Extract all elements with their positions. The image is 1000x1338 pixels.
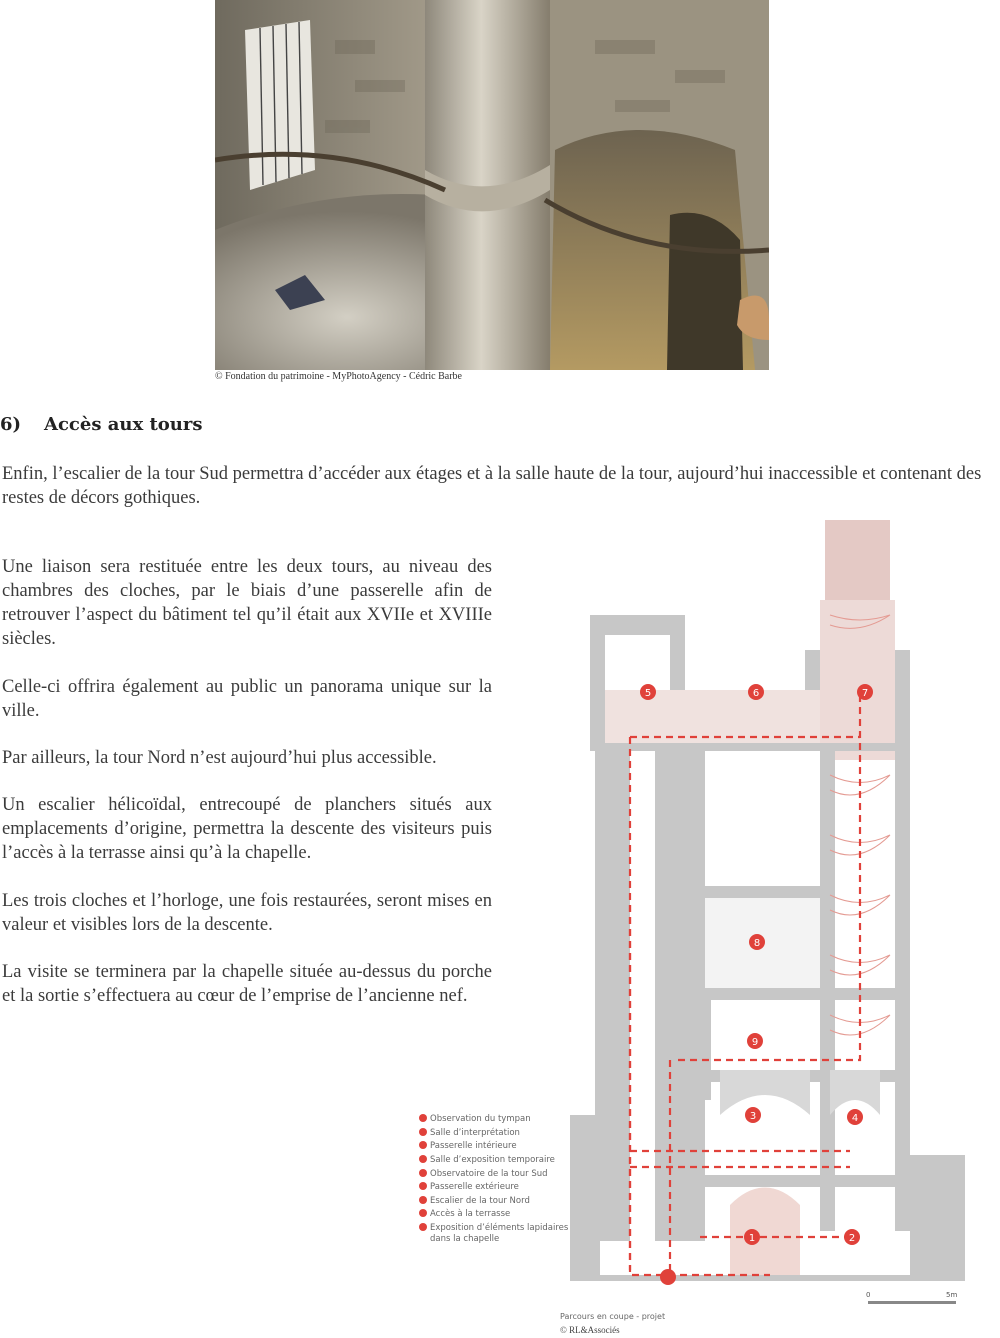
section-heading [0,414,203,435]
legend-item [419,1181,519,1192]
svg-text:3: 3 [749,1111,757,1122]
legend-label: Passerelle extérieure [430,1182,519,1192]
legend-item [419,1222,569,1233]
paragraph-liaison: Une liaison sera restituée entre les deux tours, au niveau des chambres des cloches, par le biais d’une passerelle afin de retrouver l’aspect du bâtiment tel qu’il était aux XVIIe et XVIIIe siècles. [2,557,492,649]
paragraph-panorama: Celle-ci offrira également au public un panorama unique sur la ville. [2,677,492,721]
legend-item [419,1114,531,1124]
legend-label: Observatoire de la tour Sud [430,1169,548,1179]
scale-bar [866,1291,957,1304]
scale-start: 0 [866,1291,871,1299]
paragraph-escalier: Un escalier hélicoïdal, entrecoupé de planchers situés aux emplacements d’origine, permettra la descente des visiteurs puis l’accès à la terrasse ainsi qu’à la chapelle. [2,795,492,863]
svg-text:1: 1 [748,1233,756,1244]
svg-text:8: 8 [753,938,761,949]
svg-text:9: 9 [751,1037,759,1048]
legend-label: Escalier de la tour Nord [430,1196,530,1206]
paragraph-tour-nord: Par ailleurs, la tour Nord n’est aujourd’hui plus accessible. [2,748,437,768]
section-plan [400,515,1000,1338]
legend-item [419,1169,548,1179]
svg-text:7: 7 [861,688,869,699]
legend-label: Observation du tympan [430,1114,531,1124]
paragraph-cloches: Les trois cloches et l’horloge, une fois restaurées, seront mises en valeur et visibles lors de la descente. [2,891,492,935]
section-number: 6) [0,414,22,435]
legend-label: Exposition d’éléments lapidaires [430,1223,569,1233]
svg-text:5: 5 [644,688,652,699]
intro-paragraph: Enfin, l’escalier de la tour Sud permettra d’accéder aux étages et à la salle haute de la tour, aujourd’hui inaccessible et contenant des restes de décors gothiques. [2,464,982,508]
legend-label: Salle d’exposition temporaire [430,1155,555,1165]
scale-end: 5m [946,1291,958,1299]
section-title: Accès aux tours [44,414,203,435]
staircase-photo [215,0,769,370]
plan-caption: Parcours en coupe - projet [560,1312,666,1321]
paragraph-visite: La visite se terminera par la chapelle située au-dessus du porche et la sortie s’effectuera au cœur de l’emprise de l’ancienne nef. [2,962,492,1006]
legend-item [419,1140,517,1151]
legend-label-continued: dans la chapelle [430,1234,500,1244]
svg-text:2: 2 [848,1233,856,1244]
legend-label: Salle d’interprétation [430,1128,520,1138]
photo-caption: © Fondation du patrimoine - MyPhotoAgency - Cédric Barbe [215,371,462,382]
legend-item [419,1196,530,1206]
svg-text:4: 4 [851,1113,859,1124]
plan-legend [419,1114,569,1244]
legend-item [419,1208,510,1219]
legend-label: Passerelle intérieure [430,1141,517,1151]
svg-text:6: 6 [752,688,760,699]
legend-item [419,1155,555,1165]
plan-credit: © RL&Associés [560,1325,620,1335]
legend-item [419,1127,520,1138]
legend-label: Accès à la terrasse [430,1209,511,1219]
